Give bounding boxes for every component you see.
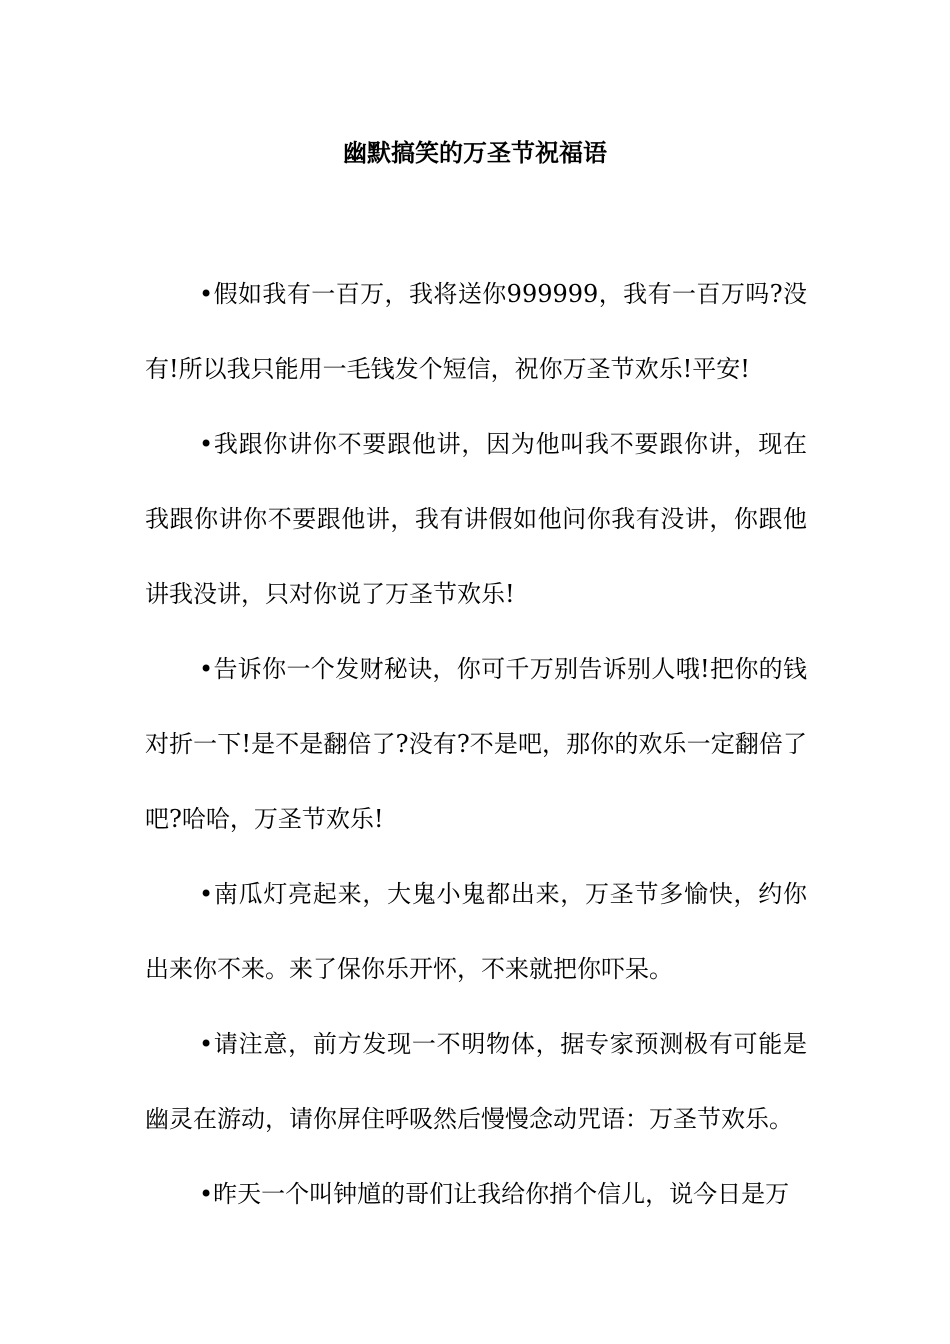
paragraph: •昨天一个叫钟馗的哥们让我给你捎个信儿，说今日是万 <box>199 1180 790 1208</box>
document-title: 幽默搞笑的万圣节祝福语 <box>343 138 607 167</box>
paragraph: •假如我有一百万，我将送你999999，我有一百万吗?没有!所以我只能用一毛钱发个短信，祝你万圣节欢乐!平安! <box>145 280 807 383</box>
paragraph: •我跟你讲你不要跟他讲，因为他叫我不要跟你讲，现在我跟你讲你不要跟他讲，我有讲假如他问你我有没讲，你跟他讲我没讲，只对你说了万圣节欢乐! <box>145 430 807 608</box>
document-body <box>145 257 807 1232</box>
paragraph: •请注意，前方发现一不明物体，据专家预测极有可能是幽灵在游动，请你屏住呼吸然后慢慢念动咒语：万圣节欢乐。 <box>145 1030 807 1133</box>
paragraph: •南瓜灯亮起来，大鬼小鬼都出来，万圣节多愉快，约你出来你不来。来了保你乐开怀，不来就把你吓呆。 <box>145 880 807 983</box>
paragraph: •告诉你一个发财秘诀，你可千万别告诉别人哦!把你的钱对折一下!是不是翻倍了?没有?不是吧，那你的欢乐一定翻倍了吧?哈哈，万圣节欢乐! <box>145 655 807 833</box>
